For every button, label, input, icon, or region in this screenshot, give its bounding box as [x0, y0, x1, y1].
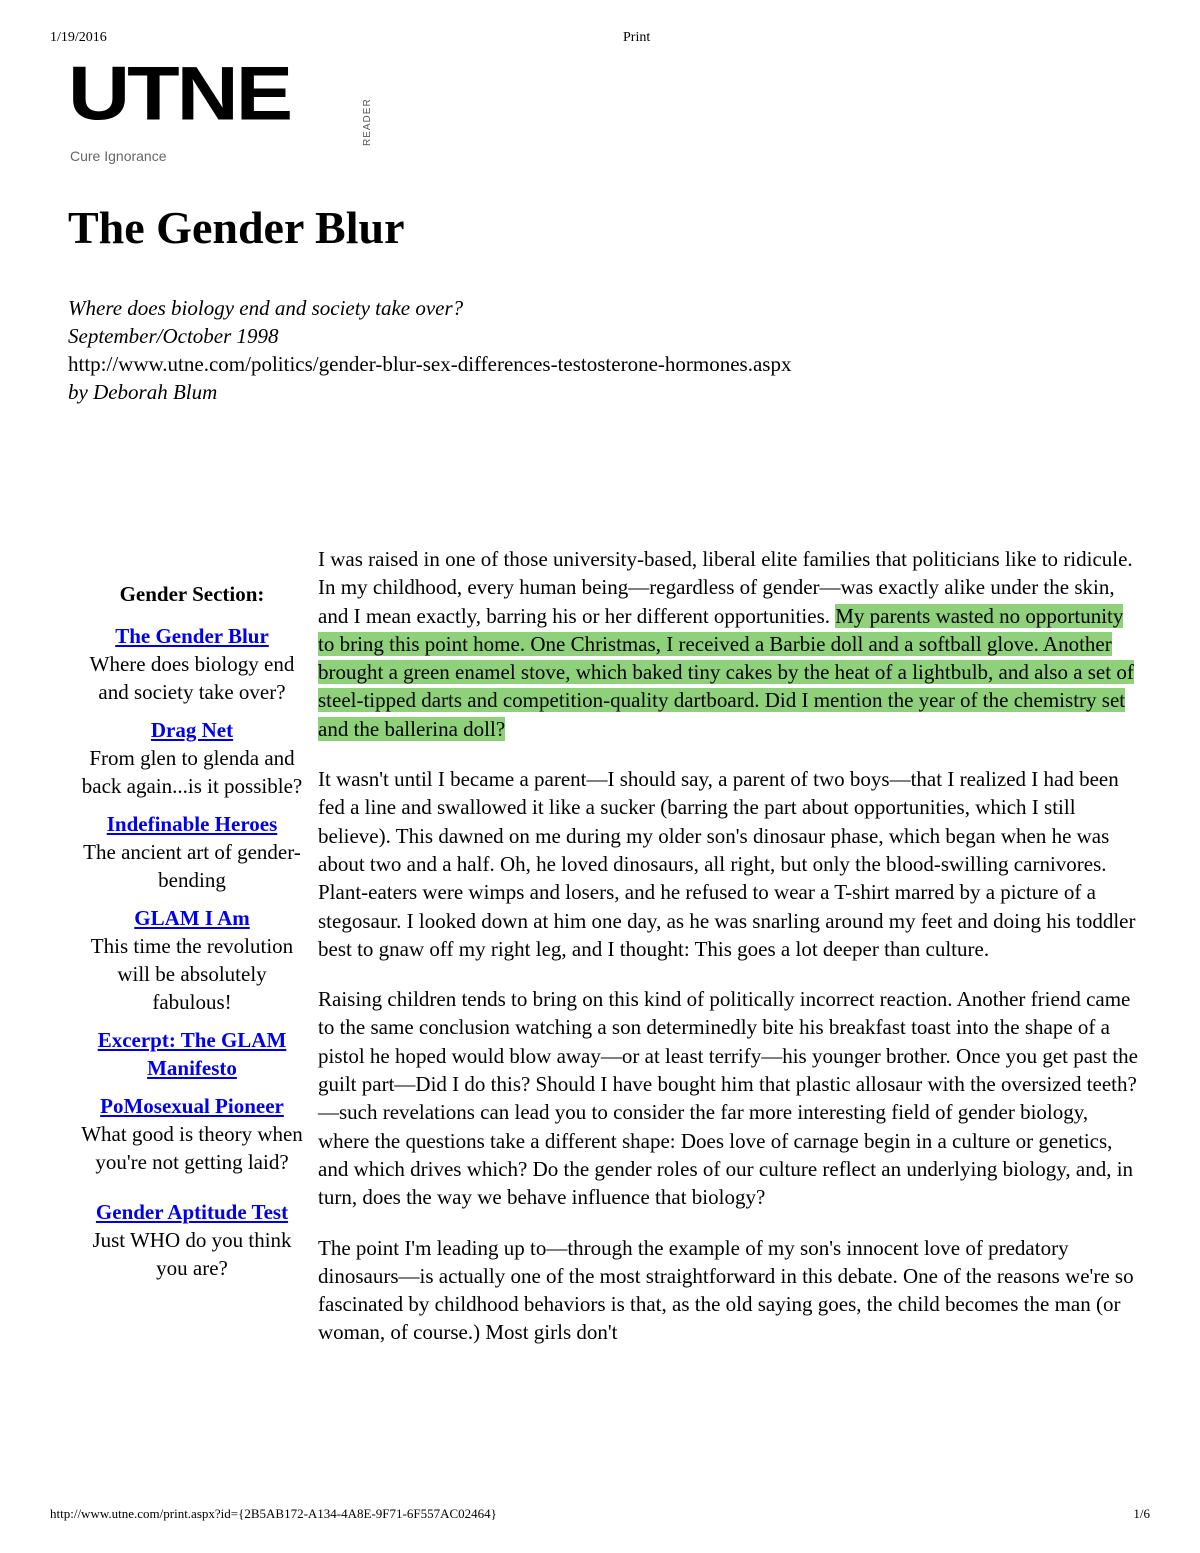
sidebar-link-glam-manifesto[interactable]: Excerpt: The GLAM Manifesto [97, 1028, 287, 1080]
body-text: I was raised in one of those university-based, liberal elite families that politicians like to ridicule. In my childhood, every human being—regardless of gender—was exactly alike under the skin, and I mean exactly, barring his or her different opportunities. [318, 547, 1133, 628]
sidebar-heading: Gender Section: [119, 582, 265, 606]
sidebar-link-indefinable-heroes[interactable]: Indefinable Heroes [106, 812, 278, 836]
sidebar-item-desc: The ancient art of gender-bending [83, 840, 301, 892]
sidebar-link-gender-aptitude-test[interactable]: Gender Aptitude Test [95, 1200, 289, 1224]
article-url: http://www.utne.com/politics/gender-blur-sex-differences-testosterone-hormones.aspx [68, 352, 792, 376]
page-number: 1/6 [1133, 1506, 1150, 1521]
sidebar-link-glam-i-am[interactable]: GLAM I Am [134, 906, 250, 930]
article-issue: September/October 1998 [68, 324, 279, 348]
gender-section-sidebar [78, 580, 306, 1292]
article-byline: by Deborah Blum [68, 380, 218, 404]
body-paragraph-3: Raising children tends to bring on this kind of politically incorrect reaction. Another friend came to the same conclusion watching a son determinedly bite his breakfast toast into the shape of a pistol he hoped would blow away—or at least terrify—his younger brother. Once you get past the guilt part—Did I do this? Should I have bought him that plastic allosaur with the oversized teeth?—such revelations can lead you to consider the far more interesting field of gender biology, where the questions take a different shape: Does love of carnage begin in a culture or genetics, and which drives which? Do the gender roles of our culture reflect an underlying biology, and, in turn, does the way we behave influence that biology? [318, 987, 1138, 1210]
body-paragraph-1 [318, 545, 1138, 743]
sidebar-item [78, 1092, 306, 1176]
article-body [318, 545, 1138, 1369]
sidebar-item-desc: What good is theory when you're not getting laid? [81, 1122, 303, 1174]
print-date: 1/19/2016 [50, 30, 107, 45]
logo-wordmark: UTNE [68, 51, 291, 137]
highlighted-text: My parents wasted no opportunity to bring this point home. One Christmas, I received a Barbie doll and a softball glove. Another brought a green enamel stove, which baked tiny cakes by the heat of a lightbulb, and also a set of steel-tipped darts and competition-quality dartboard. Did I mention the year of the chemistry set and the ballerina doll? [318, 603, 1134, 741]
logo-tagline: Cure Ignorance [70, 148, 167, 164]
body-paragraph-2: It wasn't until I became a parent—I should say, a parent of two boys—that I realized I had been fed a line and swallowed it like a sucker (barring the part about opportunities, which I still believe). This dawned on me during my older son's dinosaur phase, which began when he was about two and a half. Oh, he loved dinosaurs, all right, but only the blood-swilling carnivores. Plant-eaters were wimps and losers, and he refused to wear a T-shirt marred by a picture of a stegosaur. I looked down at him one day, as he was snarling around my feet and doing his toddler best to gnaw off my right leg, and I thought: This goes a lot deeper than culture. [318, 767, 1136, 961]
body-paragraph-4: The point I'm leading up to—through the example of my son's innocent love of predatory dinosaurs—is actually one of the most straightforward in this debate. One of the reasons we're so fascinated by childhood behaviors is that, as the old saying goes, the child becomes the man (or woman, of course.) Most girls don't [318, 1235, 1134, 1345]
sidebar-link-gender-blur[interactable]: The Gender Blur [115, 624, 269, 648]
utne-reader-logo [68, 51, 373, 170]
sidebar-item-desc: This time the revolution will be absolutely fabulous! [90, 934, 294, 1014]
sidebar-item-desc: Where does biology end and society take over? [89, 652, 295, 704]
article-meta [68, 294, 791, 406]
article-title: The Gender Blur [68, 202, 405, 253]
sidebar-link-pomosexual-pioneer[interactable]: PoMosexual Pioneer [100, 1094, 284, 1118]
sidebar-item [78, 1198, 306, 1282]
article-subtitle: Where does biology end and society take over? [68, 296, 464, 320]
print-url: http://www.utne.com/print.aspx?id={2B5AB172-A134-4A8E-9F71-6F557AC02464} [50, 1506, 497, 1521]
sidebar-item-desc: From glen to glenda and back again...is it possible? [81, 746, 303, 798]
sidebar-item [78, 1026, 306, 1082]
print-title: Print [623, 30, 651, 45]
sidebar-item [78, 716, 306, 800]
logo-reader-label: READER [362, 98, 373, 146]
print-footer [50, 1506, 1150, 1526]
sidebar-item-desc: Just WHO do you think you are? [92, 1228, 292, 1280]
sidebar-link-drag-net[interactable]: Drag Net [150, 718, 234, 742]
sidebar-item [78, 810, 306, 894]
sidebar-item [78, 904, 306, 1016]
print-header [50, 30, 1150, 50]
sidebar-item [78, 622, 306, 706]
